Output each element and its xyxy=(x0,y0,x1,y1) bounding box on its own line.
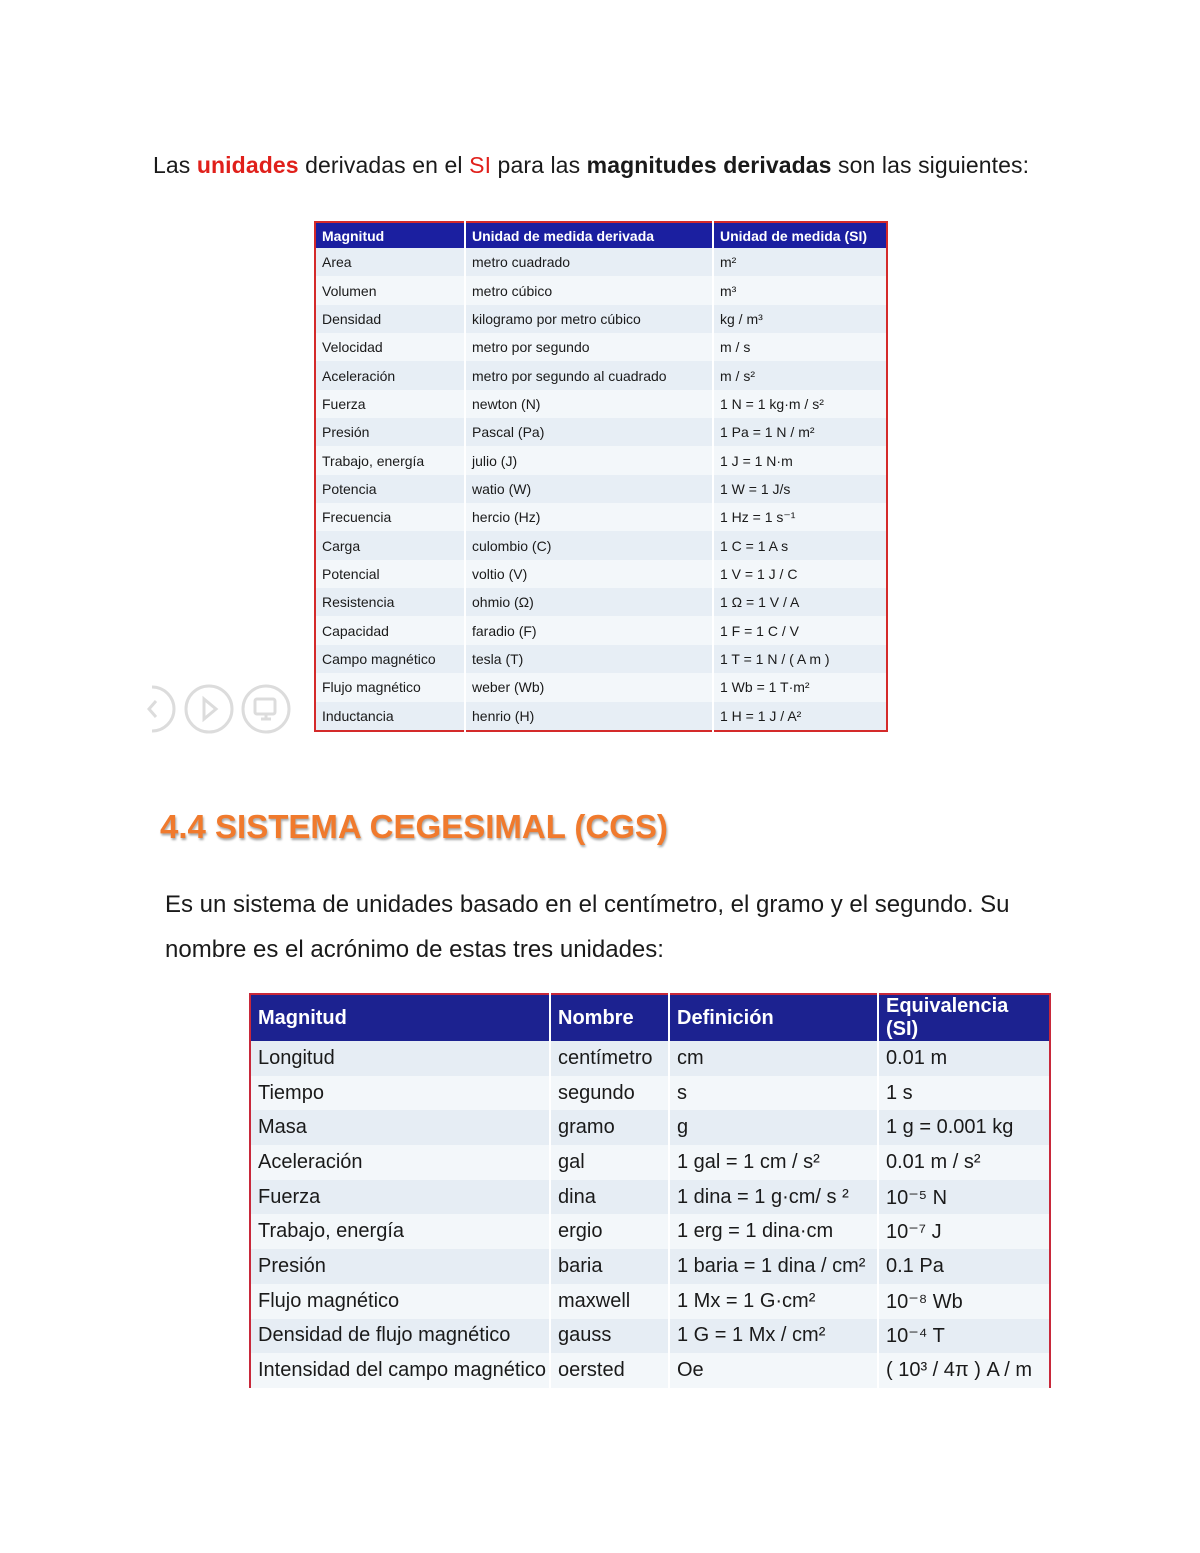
section-heading: 4.4 SISTEMA CEGESIMAL (CGS) xyxy=(160,808,668,845)
intro-si-text: SI xyxy=(469,152,492,178)
column-header: Definición xyxy=(669,994,878,1041)
table-cell: newton (N) xyxy=(465,390,713,418)
table-cell: Volumen xyxy=(315,276,465,304)
table-row xyxy=(250,1284,1050,1319)
table-cell: 1 Ω = 1 V / A xyxy=(713,588,887,616)
table-cell: 1 H = 1 J / A² xyxy=(713,702,887,731)
table-cell: voltio (V) xyxy=(465,560,713,588)
table-cell: Fuerza xyxy=(315,390,465,418)
intro-text: Las xyxy=(153,152,197,178)
table-cell: ohmio (Ω) xyxy=(465,588,713,616)
table-row xyxy=(250,1145,1050,1180)
intro-sentence xyxy=(153,152,1029,179)
table-cell: Flujo magnético xyxy=(315,673,465,701)
table-cell: gramo xyxy=(550,1110,669,1145)
table-cell: Densidad de flujo magnético xyxy=(250,1319,550,1354)
table-row xyxy=(315,503,887,531)
table-row xyxy=(315,616,887,644)
table-row xyxy=(315,248,887,276)
table-cell: watio (W) xyxy=(465,475,713,503)
table-cell: m / s xyxy=(713,333,887,361)
table-cell: Pascal (Pa) xyxy=(465,418,713,446)
table-cell: Masa xyxy=(250,1110,550,1145)
table-cell: gauss xyxy=(550,1319,669,1354)
table-cell: 1 V = 1 J / C xyxy=(713,560,887,588)
table-cell: Aceleración xyxy=(315,361,465,389)
table-row xyxy=(315,475,887,503)
table-cell: Resistencia xyxy=(315,588,465,616)
table-cell: 1 F = 1 C / V xyxy=(713,616,887,644)
table-cell: Campo magnético xyxy=(315,645,465,673)
table-cell: 10⁻⁵ N xyxy=(878,1180,1050,1215)
table-cell: Frecuencia xyxy=(315,503,465,531)
table-cell: m² xyxy=(713,248,887,276)
table-cell: 1 erg = 1 dina·cm xyxy=(669,1214,878,1249)
table-row xyxy=(250,1110,1050,1145)
column-header: Magnitud xyxy=(250,994,550,1041)
table-cell: metro cúbico xyxy=(465,276,713,304)
table-cell: metro por segundo xyxy=(465,333,713,361)
table-cell: 1 G = 1 Mx / cm² xyxy=(669,1319,878,1354)
table-cell: metro cuadrado xyxy=(465,248,713,276)
intro-text: derivadas en el xyxy=(298,152,470,178)
table-cell: 1 J = 1 N·m xyxy=(713,446,887,474)
table-cell: Presión xyxy=(250,1249,550,1284)
cgs-table-container xyxy=(249,993,1049,1382)
table-cell: kg / m³ xyxy=(713,305,887,333)
table-body xyxy=(250,1041,1050,1388)
table-row xyxy=(250,1214,1050,1249)
table-cell: tesla (T) xyxy=(465,645,713,673)
table-cell: metro por segundo al cuadrado xyxy=(465,361,713,389)
table-cell: Trabajo, energía xyxy=(250,1214,550,1249)
media-player-controls xyxy=(140,683,300,735)
table-row xyxy=(250,1180,1050,1215)
table-cell: baria xyxy=(550,1249,669,1284)
intro-text: para las xyxy=(491,152,587,178)
fullscreen-icon[interactable] xyxy=(243,686,289,732)
table-cell: g xyxy=(669,1110,878,1145)
table-cell: 1 baria = 1 dina / cm² xyxy=(669,1249,878,1284)
table-cell: kilogramo por metro cúbico xyxy=(465,305,713,333)
table-cell: 1 s xyxy=(878,1076,1050,1111)
table-row xyxy=(315,588,887,616)
table-cell: m / s² xyxy=(713,361,887,389)
table-cell: 1 Mx = 1 G·cm² xyxy=(669,1284,878,1319)
table-cell: Velocidad xyxy=(315,333,465,361)
table-row xyxy=(315,560,887,588)
table-cell: centímetro xyxy=(550,1041,669,1076)
table-row xyxy=(315,418,887,446)
table-cell: 10⁻⁴ T xyxy=(878,1319,1050,1354)
table-cell: julio (J) xyxy=(465,446,713,474)
intro-text: son las siguientes: xyxy=(831,152,1030,178)
table-cell: ( 10³ / 4π ) A / m xyxy=(878,1353,1050,1388)
table-cell: 1 dina = 1 g·cm/ s ² xyxy=(669,1180,878,1215)
table-row xyxy=(250,1041,1050,1076)
table-cell: Area xyxy=(315,248,465,276)
table-cell: Densidad xyxy=(315,305,465,333)
table-cell: Presión xyxy=(315,418,465,446)
table-row xyxy=(315,446,887,474)
intro-unidades-link: unidades xyxy=(196,152,299,178)
table-cell: Potencial xyxy=(315,560,465,588)
table-row xyxy=(315,673,887,701)
table-cell: Tiempo xyxy=(250,1076,550,1111)
table-cell: maxwell xyxy=(550,1284,669,1319)
table-cell: 0.01 m xyxy=(878,1041,1050,1076)
table-cell: dina xyxy=(550,1180,669,1215)
column-header: Equivalencia (SI) xyxy=(878,994,1050,1041)
table-row xyxy=(315,361,887,389)
table-cell: gal xyxy=(550,1145,669,1180)
table-cell: Trabajo, energía xyxy=(315,446,465,474)
table-row xyxy=(250,1249,1050,1284)
table-cell: 0.01 m / s² xyxy=(878,1145,1050,1180)
previous-icon[interactable] xyxy=(149,687,174,731)
table-cell: oersted xyxy=(550,1353,669,1388)
column-header: Unidad de medida (SI) xyxy=(713,222,887,248)
table-cell: faradio (F) xyxy=(465,616,713,644)
table-cell: Potencia xyxy=(315,475,465,503)
table-cell: Longitud xyxy=(250,1041,550,1076)
table-cell: weber (Wb) xyxy=(465,673,713,701)
table-cell: Oe xyxy=(669,1353,878,1388)
table-cell: henrio (H) xyxy=(465,702,713,731)
table-row xyxy=(315,645,887,673)
table-cell: segundo xyxy=(550,1076,669,1111)
table-body xyxy=(315,248,887,731)
table-row xyxy=(315,333,887,361)
table-cell: cm xyxy=(669,1041,878,1076)
table-row xyxy=(250,1076,1050,1111)
table-row xyxy=(315,305,887,333)
column-header: Nombre xyxy=(550,994,669,1041)
table-cell: 1 T = 1 N / ( A m ) xyxy=(713,645,887,673)
intro-magnitudes-text: magnitudes derivadas xyxy=(586,152,832,178)
table-cell: 10⁻⁷ J xyxy=(878,1214,1050,1249)
table-row xyxy=(315,531,887,559)
table-cell: Fuerza xyxy=(250,1180,550,1215)
table-cell: hercio (Hz) xyxy=(465,503,713,531)
column-header: Magnitud xyxy=(315,222,465,248)
table-cell: 1 N = 1 kg·m / s² xyxy=(713,390,887,418)
column-header: Unidad de medida derivada xyxy=(465,222,713,248)
table-row xyxy=(315,390,887,418)
table-row xyxy=(250,1319,1050,1354)
table-cell: s xyxy=(669,1076,878,1111)
table-cell: 1 Pa = 1 N / m² xyxy=(713,418,887,446)
table-row xyxy=(250,1353,1050,1388)
table-cell: Carga xyxy=(315,531,465,559)
table-cell: Capacidad xyxy=(315,616,465,644)
table-cell: 1 W = 1 J/s xyxy=(713,475,887,503)
table-cell: culombio (C) xyxy=(465,531,713,559)
table-cell: 1 g = 0.001 kg xyxy=(878,1110,1050,1145)
table-cell: Inductancia xyxy=(315,702,465,731)
cgs-description-paragraph: Es un sistema de unidades basado en el centímetro, el gramo y el segundo. Su nombre es el acrónimo de estas tres unidades: xyxy=(165,891,1010,963)
table-header-row xyxy=(315,222,887,248)
table-cell: 0.1 Pa xyxy=(878,1249,1050,1284)
table-row xyxy=(315,276,887,304)
table-row xyxy=(315,702,887,731)
play-icon[interactable] xyxy=(186,686,232,732)
table-cell: 1 Hz = 1 s⁻¹ xyxy=(713,503,887,531)
table-cell: 10⁻⁸ Wb xyxy=(878,1284,1050,1319)
table-cell: Intensidad del campo magnético xyxy=(250,1353,550,1388)
table-cell: 1 Wb = 1 T·m² xyxy=(713,673,887,701)
table-header-row xyxy=(250,994,1050,1041)
si-derived-units-table xyxy=(314,221,888,732)
table-cell: ergio xyxy=(550,1214,669,1249)
table-cell: Aceleración xyxy=(250,1145,550,1180)
table-cell: 1 C = 1 A s xyxy=(713,531,887,559)
table-cell: 1 gal = 1 cm / s² xyxy=(669,1145,878,1180)
cgs-units-table xyxy=(249,993,1051,1388)
table-cell: Flujo magnético xyxy=(250,1284,550,1319)
table-cell: m³ xyxy=(713,276,887,304)
